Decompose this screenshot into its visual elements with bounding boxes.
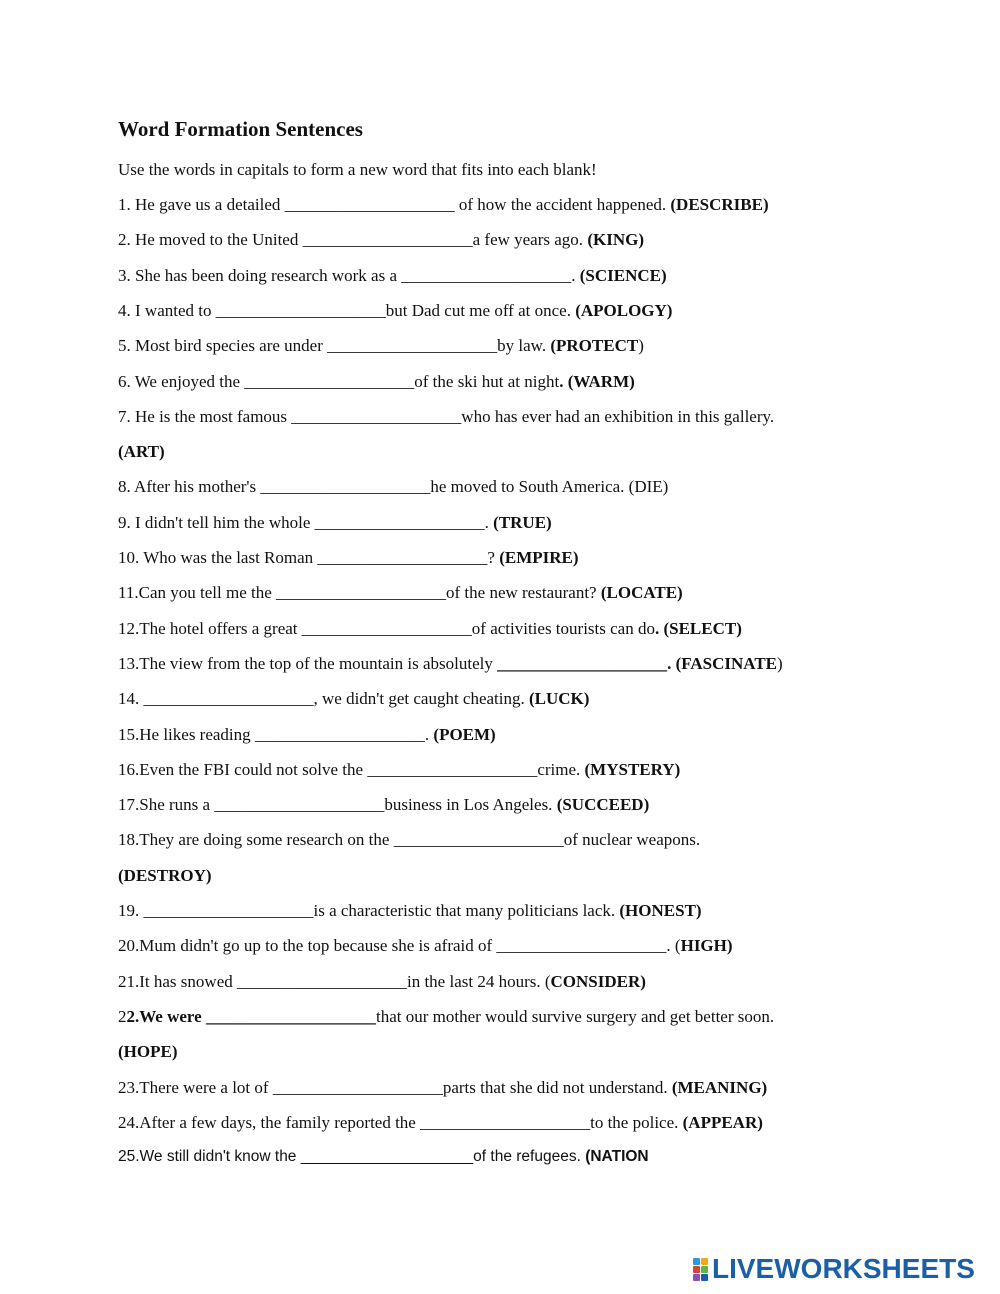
keyword-hint: CONSIDER): [550, 971, 646, 991]
keyword-hint: (NATION: [585, 1148, 649, 1166]
logo-tile: [701, 1258, 708, 1265]
keyword-hint: (APOLOGY): [575, 300, 673, 320]
keyword-hint: (MEANING): [671, 1077, 768, 1097]
keyword-hint: (EMPIRE): [499, 548, 579, 567]
answer-blank[interactable]: ____________________: [367, 759, 538, 779]
exercise-line: [118, 619, 742, 639]
keyword-hint: (HOPE): [118, 1042, 178, 1062]
sentence-text: 20.Mum didn't go up to the top because she is afraid of: [118, 936, 497, 956]
sentence-text: parts that she did not understand.: [442, 1077, 672, 1097]
sentence-text: 18.They are doing some research on the: [118, 830, 394, 850]
sentence-text: crime.: [537, 759, 585, 779]
sentence-text: by law.: [497, 336, 551, 356]
sentence-text: of the refugees.: [473, 1148, 586, 1166]
keyword-hint: (TRUE): [493, 512, 552, 532]
answer-blank[interactable]: ____________________: [291, 406, 462, 426]
sentence-text: 11.Can you tell me the: [118, 583, 277, 603]
answer-blank[interactable]: ____________________: [302, 230, 473, 250]
logo-tile: [693, 1274, 700, 1281]
exercise-line: [118, 795, 649, 815]
sentence-text: of how the accident happened.: [454, 195, 671, 214]
sentence-text: of activities tourists can do: [471, 618, 655, 638]
exercise-line: [118, 477, 668, 497]
sentence-text: 14.: [118, 689, 144, 709]
keyword-hint: (SCIENCE): [579, 265, 667, 285]
sentence-text: 23.There were a lot of: [118, 1077, 273, 1097]
answer-blank[interactable]: ____________________: [314, 512, 485, 532]
sentence-text: 10. Who was the last Roman: [118, 548, 318, 567]
sentence-text: 25.We still didn't know the: [118, 1148, 301, 1166]
sentence-text: ?: [487, 548, 500, 567]
answer-blank[interactable]: ____________________: [143, 689, 314, 709]
logo-icon: [693, 1258, 708, 1281]
exercise-line: [118, 936, 733, 956]
exercise-line: [118, 830, 700, 850]
sentence-text: a few years ago.: [472, 230, 588, 250]
sentence-text: ): [777, 653, 783, 673]
keyword-hint: (PROTECT: [550, 336, 639, 356]
keyword-hint: (HONEST): [619, 901, 702, 920]
sentence-text: of the new restaurant?: [446, 583, 601, 603]
exercise-line: [118, 301, 672, 321]
answer-blank[interactable]: ____________________: [301, 618, 472, 638]
answer-blank[interactable]: ____________________: [317, 548, 488, 567]
logo-text: LIVEWORKSHEETS: [712, 1253, 975, 1284]
keyword-hint: (ART): [118, 442, 165, 462]
logo-tile: [693, 1266, 700, 1273]
exercise-line: [118, 548, 579, 568]
answer-blank[interactable]: ____________________: [420, 1112, 591, 1132]
sentence-text: 2. He moved to the United: [118, 230, 303, 250]
exercise-line: [118, 1078, 767, 1098]
liveworksheets-logo: [693, 1253, 975, 1285]
sentence-text: 2: [118, 1006, 127, 1026]
exercise-line: [118, 689, 589, 709]
sentence-text: 12.The hotel offers a great: [118, 618, 302, 638]
sentence-text: .: [571, 265, 580, 285]
exercise-line: [118, 972, 646, 992]
exercise-line: [118, 1113, 763, 1133]
exercise-line: [118, 760, 680, 780]
exercise-line: [118, 513, 552, 533]
exercise-line: [118, 407, 774, 427]
keyword-hint: HIGH): [680, 936, 733, 956]
sentence-text: 7. He is the most famous: [118, 406, 292, 426]
answer-blank[interactable]: ____________________: [244, 371, 415, 391]
keyword-hint: (KING): [587, 230, 644, 250]
keyword-hint: 2.We were ____________________: [126, 1006, 376, 1026]
exercise-line: [118, 866, 212, 886]
sentence-text: 8. After his mother's: [118, 477, 261, 497]
sentence-text: 9. I didn't tell him the whole: [118, 512, 315, 532]
sentence-text: 1. He gave us a detailed: [118, 195, 285, 214]
answer-blank[interactable]: ____________________: [284, 195, 455, 214]
sentence-text: that our mother would survive surgery and get better soon.: [375, 1006, 775, 1026]
sentence-text: 3. She has been doing research work as a: [118, 265, 402, 285]
logo-tile: [701, 1274, 708, 1281]
exercise-line: [118, 1042, 178, 1062]
sentence-text: .: [424, 724, 434, 744]
sentence-text: 17.She runs a: [118, 795, 215, 815]
keyword-hint: ____________________. (FASCINATE: [497, 653, 778, 673]
sentence-text: is a characteristic that many politicians lack.: [313, 901, 620, 920]
logo-tile: [701, 1266, 708, 1273]
keyword-hint: . (SELECT): [654, 618, 742, 638]
exercise-line: [118, 725, 496, 745]
sentence-text: 16.Even the FBI could not solve the: [118, 759, 368, 779]
answer-blank[interactable]: ____________________: [327, 336, 498, 356]
keyword-hint: (LOCATE): [600, 583, 683, 603]
exercise-line: [118, 1007, 774, 1027]
answer-blank[interactable]: ____________________: [215, 300, 386, 320]
page-title: Word Formation Sentences: [118, 117, 363, 141]
sentence-text: 24.After a few days, the family reported the: [118, 1112, 421, 1132]
sentence-text: .: [484, 512, 494, 532]
keyword-hint: (LUCK): [529, 689, 590, 709]
keyword-hint: (DESCRIBE): [670, 195, 769, 214]
answer-blank[interactable]: ____________________: [401, 265, 572, 285]
sentence-text: ): [638, 336, 644, 356]
sentence-text: of the ski hut at night: [414, 371, 560, 391]
answer-blank[interactable]: ____________________: [260, 477, 431, 497]
sentence-text: to the police.: [590, 1112, 683, 1132]
exercise-line: [118, 1148, 649, 1166]
exercise-line: [118, 336, 644, 356]
sentence-text: 13.The view from the top of the mountain is absolutely: [118, 653, 498, 673]
keyword-hint: (MYSTERY): [584, 759, 681, 779]
sentence-text: 6. We enjoyed the: [118, 371, 245, 391]
answer-blank[interactable]: ____________________: [276, 583, 447, 603]
sentence-text: he moved to South America. (DIE): [430, 477, 669, 497]
sentence-text: of nuclear weapons.: [563, 830, 701, 850]
exercise-line: [118, 266, 667, 286]
exercise-line: [118, 654, 783, 674]
exercise-line: [118, 372, 635, 392]
answer-blank[interactable]: ____________________: [143, 901, 314, 920]
exercise-line: [118, 442, 165, 462]
keyword-hint: (SUCCEED): [556, 795, 650, 815]
exercise-line: [118, 901, 702, 921]
answer-blank[interactable]: ____________________: [272, 1077, 443, 1097]
answer-blank[interactable]: ____________________: [236, 971, 407, 991]
sentence-text: but Dad cut me off at once.: [385, 300, 576, 320]
keyword-hint: (POEM): [433, 724, 496, 744]
sentence-text: in the last 24 hours. (: [406, 971, 551, 991]
answer-blank[interactable]: ____________________: [214, 795, 385, 815]
answer-blank[interactable]: ____________________: [254, 724, 425, 744]
sentence-text: who has ever had an exhibition in this gallery.: [461, 406, 775, 426]
keyword-hint: (DESTROY): [118, 865, 212, 885]
keyword-hint: . (WARM): [559, 371, 635, 391]
exercise-line: [118, 195, 769, 215]
sentence-text: 21.It has snowed: [118, 971, 237, 991]
exercise-line: [118, 583, 683, 603]
logo-tile: [693, 1258, 700, 1265]
sentence-text: 4. I wanted to: [118, 300, 216, 320]
exercise-line: [118, 230, 644, 250]
sentence-text: 19.: [118, 901, 144, 920]
answer-blank[interactable]: ____________________: [393, 830, 564, 850]
sentence-text: . (: [666, 936, 681, 956]
answer-blank[interactable]: ____________________: [496, 936, 667, 956]
sentence-text: 5. Most bird species are under: [118, 336, 328, 356]
sentence-text: 15.He likes reading: [118, 724, 255, 744]
keyword-hint: (APPEAR): [682, 1112, 763, 1132]
instructions: Use the words in capitals to form a new word that fits into each blank!: [118, 160, 597, 179]
answer-blank[interactable]: ____________________: [300, 1148, 474, 1166]
sentence-text: business in Los Angeles.: [384, 795, 557, 815]
sentence-text: , we didn't get caught cheating.: [313, 689, 529, 709]
